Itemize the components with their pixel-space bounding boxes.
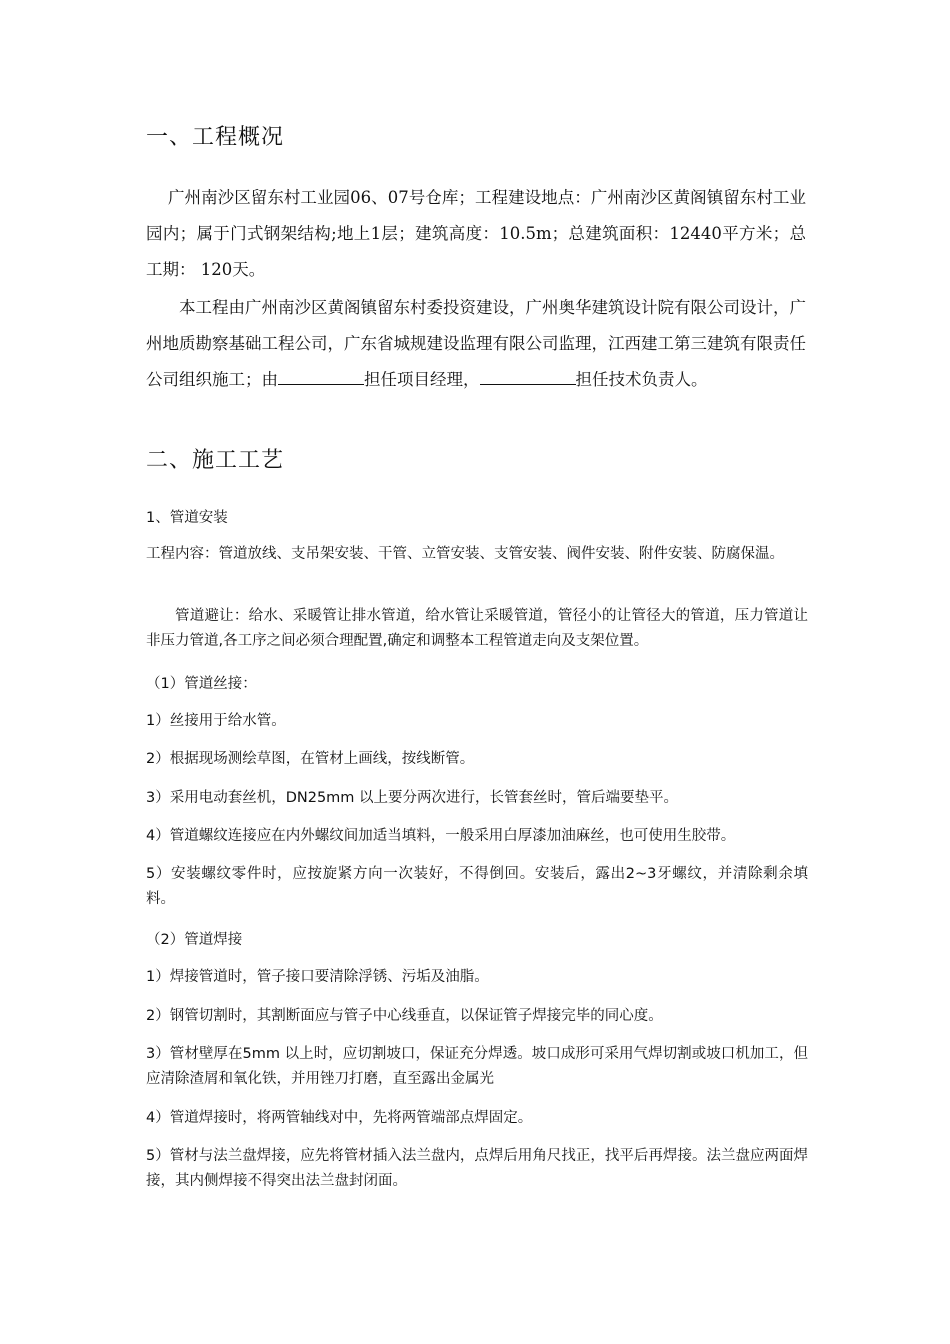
work-content: 工程内容：管道放线、支吊架安装、干管、立管安装、支管安装、阀件安装、附件安装、防腐保温。 xyxy=(146,546,784,562)
thread-item-1: 1）丝接用于给水管。 xyxy=(146,713,286,729)
section1-paragraph-1: 广州南沙区留东村工业园06、07号仓库；工程建设地点：广州南沙区黄阁镇留东村工业园内；属于门式钢架结构;地上1层；建筑高度：10.5m；总建筑面积：12440平方米；总工期： 120天。 xyxy=(146,188,806,279)
weld-item-4: 4）管道焊接时，将两管轴线对中，先将两管端部点焊固定。 xyxy=(146,1110,533,1126)
thread-item-4: 4）管道螺纹连接应在内外螺纹间加适当填料，一般采用白厚漆加油麻丝，也可使用生胶带。 xyxy=(146,828,736,844)
weld-item-5: 5）管材与法兰盘焊接，应先将管材插入法兰盘内，点焊后用角尺找正，找平后再焊接。法兰盘应两面焊接，其内侧焊接不得突出法兰盘封闭面。 xyxy=(146,1148,808,1189)
sub1-title: 1、管道安装 xyxy=(146,510,228,526)
para2-text-a: 本工程由广州南沙区黄阁镇留东村委投资建设，广州奥华建筑设计院有限公司设计，广州地质勘察基础工程公司，广东省城规建设监理有限公司监理，江西建工第三建筑有限责任公司组织施工；由 xyxy=(146,298,806,389)
tech-lead-blank xyxy=(480,366,576,385)
thread-item-3: 3）采用电动套丝机，DN25mm 以上要分两次进行，长管套丝时，管后端要垫平。 xyxy=(146,790,679,806)
thread-item-5: 5）安装螺纹零件时，应按旋紧方向一次装好，不得倒回。安装后，露出2~3牙螺纹，并清除剩余填料。 xyxy=(146,866,808,907)
weld-title: （2）管道焊接 xyxy=(146,932,243,948)
section1-paragraph-2 xyxy=(146,290,806,398)
thread-title: （1）管道丝接： xyxy=(146,676,257,692)
pipe-avoidance: 管道避让：给水、采暖管让排水管道，给水管让采暖管道，管径小的让管径大的管道，压力管道让非压力管道,各工序之间必须合理配置,确定和调整本工程管道走向及支架位置。 xyxy=(146,608,808,649)
para2-text-b: 担任项目经理， xyxy=(364,370,480,389)
project-manager-blank xyxy=(278,366,364,385)
section2-title: 二、施工工艺 xyxy=(146,448,285,473)
weld-item-2: 2）钢管切割时，其割断面应与管子中心线垂直，以保证管子焊接完毕的同心度。 xyxy=(146,1008,663,1024)
weld-item-3: 3）管材壁厚在5mm 以上时，应切割坡口，保证充分焊透。坡口成形可采用气焊切割或坡口机加工，但应清除渣屑和氧化铁，并用锉刀打磨，直至露出金属光 xyxy=(146,1046,808,1087)
weld-item-1: 1）焊接管道时，管子接口要清除浮锈、污垢及油脂。 xyxy=(146,969,489,985)
para2-text-c: 担任技术负责人。 xyxy=(575,370,708,389)
section1-title: 一、工程概况 xyxy=(146,125,285,150)
thread-item-2: 2）根据现场测绘草图，在管材上画线，按线断管。 xyxy=(146,751,475,767)
